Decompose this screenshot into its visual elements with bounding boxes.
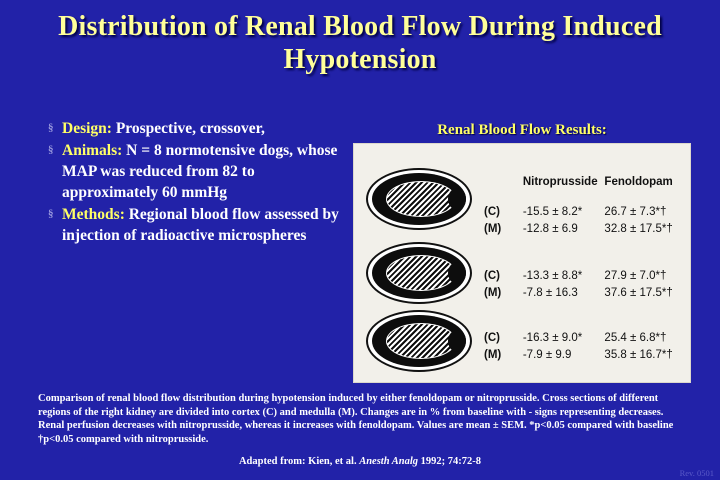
cell-nitroprusside: -13.3 ± 8.8* [522,270,583,282]
bullet-marker-icon: § [48,208,54,220]
table-row [484,204,686,221]
cell-nitroprusside: -15.5 ± 8.2* [522,206,583,218]
table-group [484,268,686,302]
table-row [484,221,686,238]
column-header-blank [484,176,523,188]
table-group [484,330,686,364]
cell-fenoldopam: 37.6 ± 17.5*† [604,287,673,299]
cell-fenoldopam: 25.4 ± 6.8*† [604,332,667,344]
row-label: (M) [484,223,502,235]
bullet-body: N = 8 normotensive dogs, whose MAP was reduced from 82 to approximately 60 mmHg [62,142,338,201]
bullet-list [48,118,348,247]
cell-fenoldopam: 26.7 ± 7.3*† [604,206,667,218]
row-label: (C) [484,332,500,344]
table-row [484,330,686,347]
bullet-marker-icon: § [48,144,54,156]
table-row [484,268,686,285]
bullet-text [62,118,348,139]
page-title: Distribution of Renal Blood Flow During Induced Hypotension [58,11,662,75]
kidney-cross-sections [358,150,480,378]
bullet-lead: Animals: [62,142,123,159]
bullet-body: Prospective, crossover, [111,120,265,137]
cell-nitroprusside: -16.3 ± 9.0* [522,332,583,344]
figure-caption: Comparison of renal blood flow distribution during hypotension induced by either fenoldopam or nitroprusside. Cross sections of different regions of the right kidney are divided into cortex (C) and medulla (M). Changes are in % from baseline with - signs representing decreases. Renal perfusion decreases with nitroprusside, whereas it increases with fenoldopam. Values are mean ± SEM. *p<0.05 compared with baseline †p<0.05 compared with nitroprusside. [38,393,674,445]
source-citation [0,456,720,467]
cell-nitroprusside: -7.8 ± 16.3 [522,287,578,299]
kidney-cross-section-icon [366,242,472,304]
cell-nitroprusside: -7.9 ± 9.9 [522,349,572,361]
bullet-text [62,204,348,246]
table-group [484,204,686,238]
column-header-fenoldopam: Fenoldopam [604,176,673,188]
citation-suffix: 1992; 74:72-8 [418,456,482,467]
table-row [484,347,686,364]
list-item [48,118,348,139]
cell-fenoldopam: 27.9 ± 7.0*† [604,270,667,282]
row-label: (M) [484,287,502,299]
bullet-lead: Methods: [62,206,125,223]
bullet-body: Regional blood flow assessed by injection of radioactive microspheres [62,206,339,244]
table-row [484,285,686,302]
bullet-text [62,140,348,203]
kidney-cross-section-icon [366,310,472,372]
row-label: (C) [484,206,500,218]
citation-prefix: Adapted from: Kien, et al. [238,456,360,467]
revision-label: Rev. 0501 [679,468,714,478]
bullet-lead: Design: [62,120,112,137]
cell-fenoldopam: 32.8 ± 17.5*† [604,223,673,235]
citation-journal: Anesth Analg [359,456,419,467]
table-header-row [484,176,686,188]
kidney-cross-section-icon [366,168,472,230]
list-item [48,140,348,203]
renal-blood-flow-figure [353,143,691,383]
row-label: (C) [484,270,500,282]
column-header-nitroprusside: Nitroprusside [522,176,598,188]
row-label: (M) [484,349,502,361]
cell-nitroprusside: -12.8 ± 6.9 [522,223,578,235]
cell-fenoldopam: 35.8 ± 16.7*† [604,349,673,361]
bullet-marker-icon: § [48,122,54,134]
results-panel-heading: Renal Blood Flow Results: [437,122,607,138]
list-item [48,204,348,246]
figure-data-table [484,152,686,378]
